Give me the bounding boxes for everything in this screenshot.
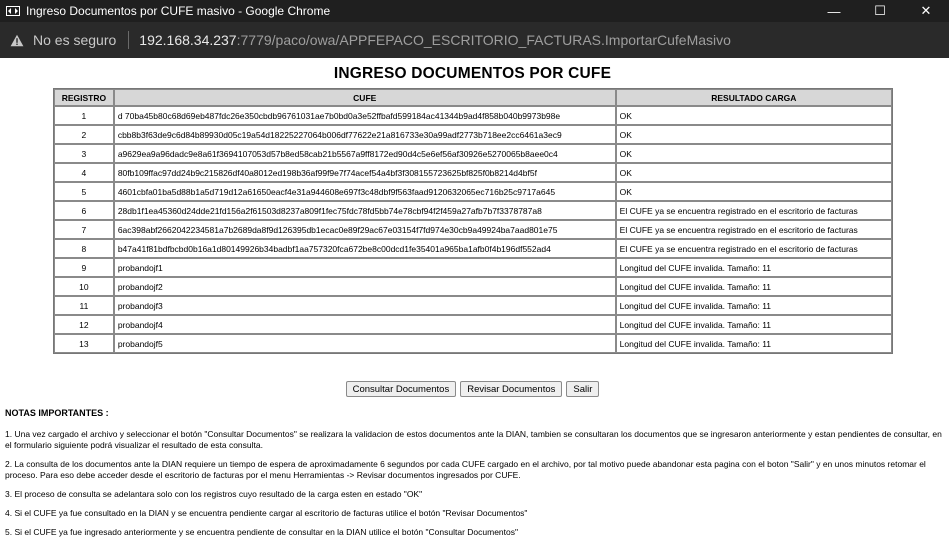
cell-resultado: Longitud del CUFE invalida. Tamaño: 11 [616, 258, 892, 277]
cell-registro: 1 [54, 106, 114, 125]
cell-resultado: Longitud del CUFE invalida. Tamaño: 11 [616, 334, 892, 353]
salir-button[interactable]: Salir [566, 381, 599, 397]
cell-cufe: 28db1f1ea45360d24dde21fd156a2f61503d8237a809f1fec75fdc78fd5bb74e78cbf94f2f459a27afb7b7f3378787a8 [114, 201, 616, 220]
cell-registro: 10 [54, 277, 114, 296]
browser-app-icon [6, 6, 20, 16]
cell-resultado: OK [616, 182, 892, 201]
maximize-button[interactable] [857, 0, 903, 22]
cell-cufe: 6ac398abf2662042234581a7b2689da8f9d126395db1ecac0e89f29ac67e03154f7fd974e30cb9a49924ba7aad801e75 [114, 220, 616, 239]
action-buttons [0, 381, 945, 397]
cell-resultado: OK [616, 163, 892, 182]
cell-cufe: d 70ba45b80c68d69eb487fdc26e350cbdb96761031ae7b0bd0a3e52ffbafd599184ac41344b9ad4f858b040b9973b98e [114, 106, 616, 125]
minimize-icon: — [827, 3, 841, 19]
cell-resultado: Longitud del CUFE invalida. Tamaño: 11 [616, 296, 892, 315]
cell-registro: 9 [54, 258, 114, 277]
cell-resultado: El CUFE ya se encuentra registrado en el escritorio de facturas [616, 239, 892, 258]
cell-registro: 2 [54, 125, 114, 144]
note-item: 4. Si el CUFE ya fue consultado en la DIAN y se encuentra pendiente cargar al escritorio de facturas utilice el botón "Revisar Documentos" [5, 508, 528, 518]
cell-cufe: cbb8b3f63de9c6d84b89930d05c19a54d18225227064b006df77622e21a816733e30a99adf2773b718ee2cc6461a3ec9 [114, 125, 616, 144]
close-button[interactable] [903, 0, 949, 22]
table-row [54, 220, 892, 239]
note-item: 2. La consulta de los documentos ante la DIAN requiere un tiempo de espera de aproximadamente 6 segundos por cada CUFE cargado en el archivo, por tal motivo puede abandonar esta pagina con el boton "Salir" y en unos minutos retomar el proceso. Para eso debe acceder desde el escritorio de facturas por el menu Herramientas -> Revisar documentos ingresados por CUFE. [5, 459, 926, 480]
minimize-button[interactable] [811, 0, 857, 22]
page-content [0, 58, 949, 553]
table-row [54, 315, 892, 334]
table-row [54, 144, 892, 163]
cell-registro: 8 [54, 239, 114, 258]
cell-resultado: Longitud del CUFE invalida. Tamaño: 11 [616, 315, 892, 334]
table-row [54, 163, 892, 182]
cell-resultado: Longitud del CUFE invalida. Tamaño: 11 [616, 277, 892, 296]
note-item: 5. Si el CUFE ya fue ingresado anteriormente y se encuentra pendiente de consultar en la DIAN utilice el botón "Consultar Documentos" [5, 527, 519, 537]
table-row [54, 201, 892, 220]
cell-registro: 13 [54, 334, 114, 353]
cell-registro: 6 [54, 201, 114, 220]
note-item: 3. El proceso de consulta se adelantara solo con los registros cuyo resultado de la carga esten en estado "OK" [5, 489, 423, 499]
table-row [54, 258, 892, 277]
table-row [54, 334, 892, 353]
table-row [54, 125, 892, 144]
notes-section [5, 408, 945, 546]
cell-cufe: probandojf4 [114, 315, 616, 334]
url-path: :7779/paco/owa/APPFEPACO_ESCRITORIO_FACTURAS.ImportarCufeMasivo [236, 32, 731, 48]
cell-resultado: El CUFE ya se encuentra registrado en el escritorio de facturas [616, 201, 892, 220]
notes-title: NOTAS IMPORTANTES : [5, 408, 109, 418]
cell-resultado: OK [616, 125, 892, 144]
cell-resultado: OK [616, 106, 892, 125]
address-separator [128, 31, 129, 49]
url-host: 192.168.34.237 [139, 32, 237, 48]
table-header-row [54, 89, 892, 106]
close-icon: ✕ [920, 3, 932, 18]
cell-cufe: probandojf1 [114, 258, 616, 277]
table-row [54, 277, 892, 296]
cell-registro: 3 [54, 144, 114, 163]
revisar-documentos-button[interactable]: Revisar Documentos [460, 381, 562, 397]
table-row [54, 296, 892, 315]
cell-registro: 5 [54, 182, 114, 201]
consultar-documentos-button[interactable]: Consultar Documentos [346, 381, 457, 397]
cell-registro: 7 [54, 220, 114, 239]
cell-cufe: probandojf5 [114, 334, 616, 353]
cell-registro: 11 [54, 296, 114, 315]
results-table [53, 88, 893, 354]
cell-resultado: El CUFE ya se encuentra registrado en el escritorio de facturas [616, 220, 892, 239]
header-cufe: CUFE [114, 89, 616, 106]
note-item: 1. Una vez cargado el archivo y seleccionar el botón "Consultar Documentos" se realizara la validacion de estos documentos ante la DIAN, tambien se consultaran los documentos que se ingresaron anteriormente y estan pendientes de consultar, en el formulario siguiente podrá visualizar el resultado de esta consulta. [5, 429, 942, 450]
header-resultado: RESULTADO CARGA [616, 89, 892, 106]
cell-cufe: b47a41f81bdfbcbd0b16a1d80149926b34badbf1aa757320fca672be8c00dcd1fe35401a965ba1afb0f4b196df552ad4 [114, 239, 616, 258]
window-title-bar [0, 0, 949, 22]
cell-registro: 12 [54, 315, 114, 334]
window-title: Ingreso Documentos por CUFE masivo - Google Chrome [26, 4, 331, 18]
security-status-label[interactable]: No es seguro [33, 32, 117, 48]
header-registro: REGISTRO [54, 89, 114, 106]
cell-cufe: a9629ea9a96dadc9e8a61f3694107053d57b8ed58cab21b5567a9ff8172ed90d4c5e6ef56af30926e5270065b8aee0c4 [114, 144, 616, 163]
url-text[interactable] [139, 32, 731, 48]
cell-registro: 4 [54, 163, 114, 182]
table-row [54, 182, 892, 201]
cell-cufe: probandojf3 [114, 296, 616, 315]
cell-cufe: 4601cbfa01ba5d88b1a5d719d12a61650eacf4e31a944608e697f3c48dbf9f563faad9120632065ec716b25c9717a645 [114, 182, 616, 201]
table-row [54, 106, 892, 125]
page-title: INGRESO DOCUMENTOS POR CUFE [333, 65, 612, 82]
maximize-icon: ☐ [874, 3, 886, 18]
cell-cufe: 80fb109ffac97dd24b9c215826df40a8012ed198b36af99f9e7f74acef54a4bf3f308155723625bf825f0b8214d4bf5f [114, 163, 616, 182]
cell-cufe: probandojf2 [114, 277, 616, 296]
table-row [54, 239, 892, 258]
warning-icon[interactable] [10, 33, 24, 47]
address-bar[interactable] [0, 22, 949, 58]
cell-resultado: OK [616, 144, 892, 163]
